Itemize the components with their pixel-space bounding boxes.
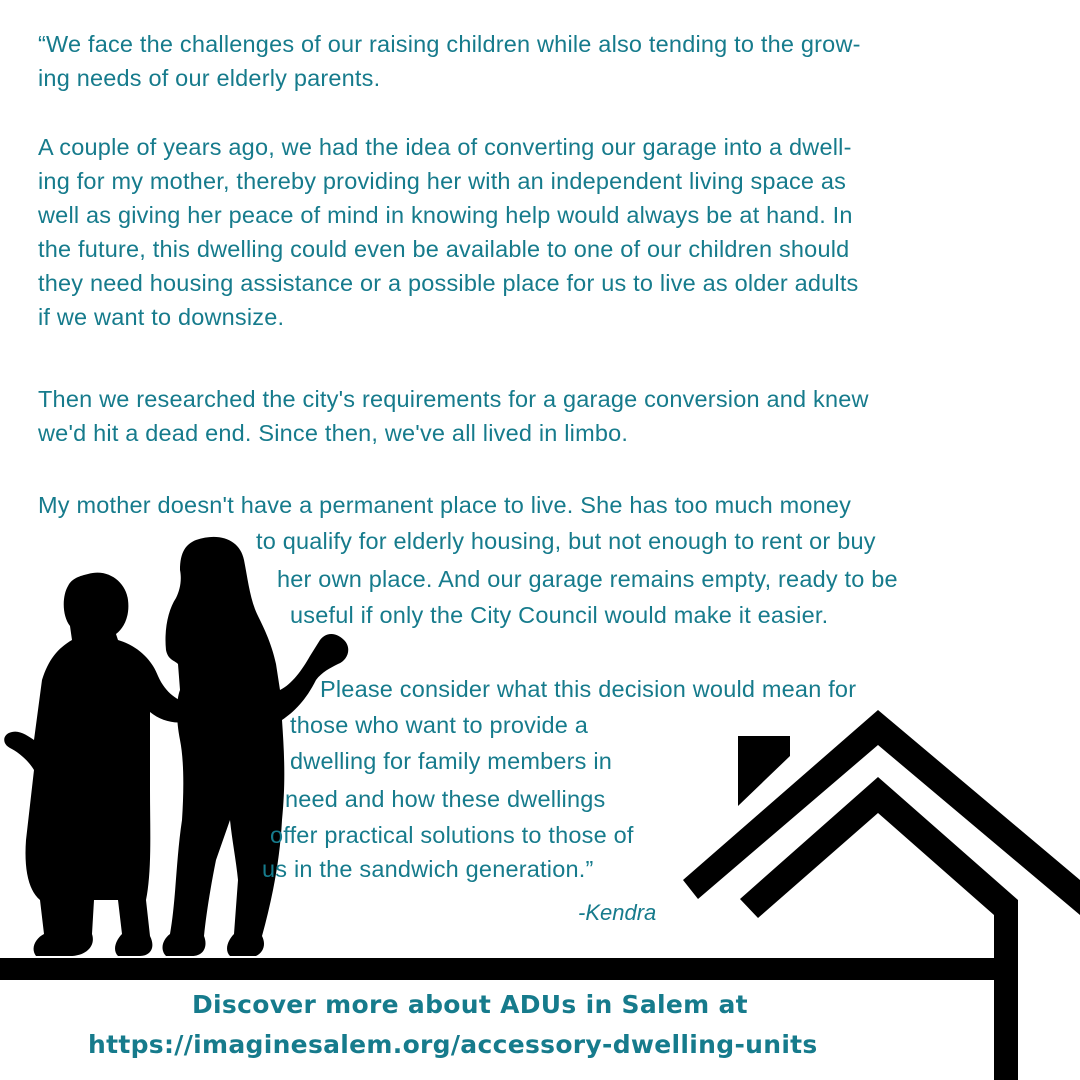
quote-text-line: we'd hit a dead end. Since then, we've all lived in limbo. bbox=[38, 420, 629, 446]
quote-text-line: dwelling for family members in bbox=[290, 748, 613, 774]
quote-text-line: to qualify for elderly housing, but not enough to rent or buy bbox=[256, 528, 876, 554]
quote-text-line: Please consider what this decision would mean for bbox=[320, 676, 857, 702]
quote-text-line: “We face the challenges of our raising children while also tending to the grow- bbox=[38, 31, 861, 57]
quote-text-line: Then we researched the city's requirements for a garage conversion and knew bbox=[38, 386, 869, 412]
quote-text-line: they need housing assistance or a possible place for us to live as older adults bbox=[38, 270, 859, 296]
quote-text-line: well as giving her peace of mind in knowing help would always be at hand. In bbox=[38, 202, 853, 228]
ground-line bbox=[0, 958, 1000, 980]
quote-text-line: those who want to provide a bbox=[290, 712, 589, 738]
quote-text-line: ing for my mother, thereby providing her with an independent living space as bbox=[38, 168, 847, 194]
quote-text-line: need and how these dwellings bbox=[285, 786, 606, 812]
quote-text-line: her own place. And our garage remains empty, ready to be bbox=[277, 566, 898, 592]
footer-url-link[interactable]: https://imaginesalem.org/accessory-dwelling-units bbox=[88, 1030, 818, 1059]
quote-signature: -Kendra bbox=[578, 900, 657, 925]
quote-text-line: if we want to downsize. bbox=[38, 304, 285, 330]
quote-text-line: A couple of years ago, we had the idea of converting our garage into a dwell- bbox=[38, 134, 852, 160]
quote-text-line: the future, this dwelling could even be available to one of our children should bbox=[38, 236, 850, 262]
quote-text-line: useful if only the City Council would make it easier. bbox=[290, 602, 829, 628]
quote-text-line: us in the sandwich generation.” bbox=[262, 856, 594, 882]
footer-discover-text: Discover more about ADUs in Salem at bbox=[192, 990, 748, 1019]
quote-text-line: My mother doesn't have a permanent place to live. She has too much money bbox=[38, 492, 852, 518]
quote-text-line: ing needs of our elderly parents. bbox=[38, 65, 381, 91]
quote-text-line: offer practical solutions to those of bbox=[270, 822, 634, 848]
elderly-woman-silhouette-icon bbox=[4, 573, 194, 956]
